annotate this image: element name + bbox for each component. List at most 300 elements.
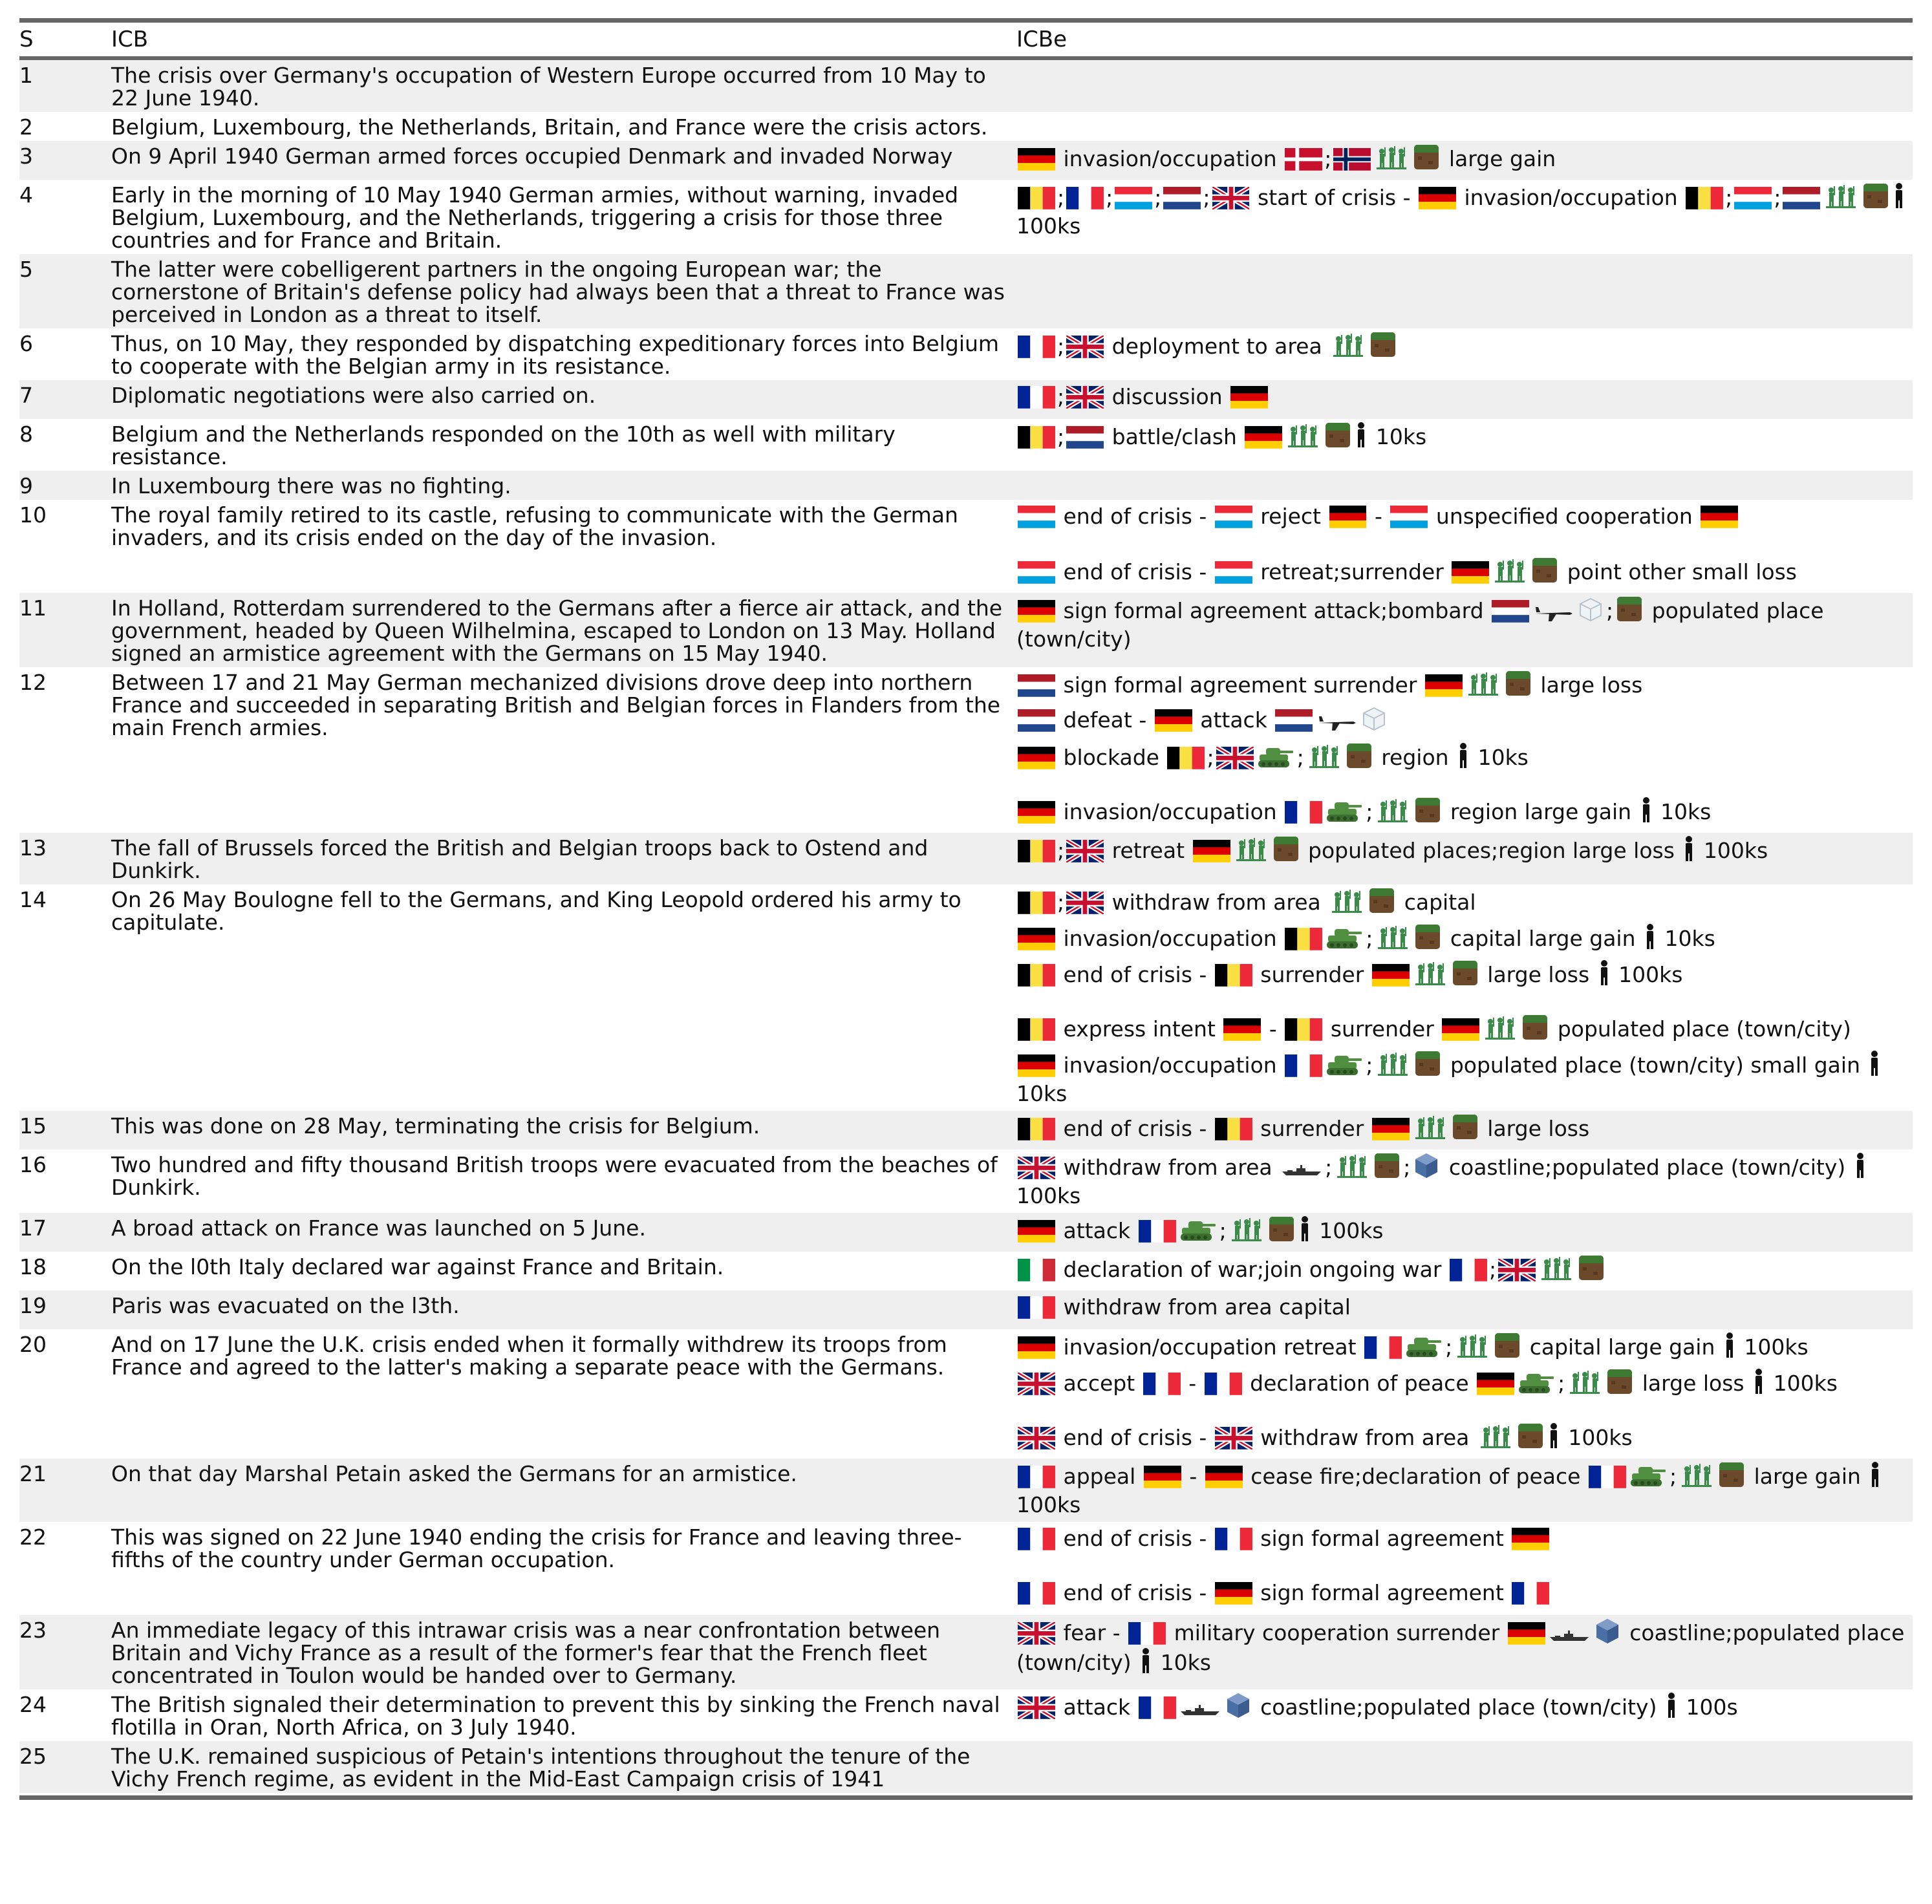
person-icon [1854,1152,1866,1179]
flag-france-icon [1139,1696,1176,1720]
event-text: 100ks [1016,1183,1081,1208]
event-text: 10ks [1016,1081,1068,1106]
flag-belgium-icon [1285,1018,1322,1042]
flag-germany-icon [1193,840,1230,863]
table-row [19,833,1913,884]
flag-belgium-icon [1018,187,1055,210]
event-text: populated place (town/city) small gain [1450,1053,1860,1078]
event-line [1016,1292,1913,1328]
event-text: 100ks [1773,1371,1838,1396]
land-icon [1531,557,1558,584]
event-text: invasion/occupation retreat [1063,1334,1357,1360]
icbe-events [1016,593,1913,656]
event-line [1016,1112,1913,1148]
soldiers-icon [1478,1422,1513,1449]
row-number: 6 [19,331,33,356]
icbe-events [1016,1213,1913,1252]
event-text: end of crisis - [1063,1116,1207,1141]
row-number: 13 [19,835,47,861]
event-text: 100ks [1016,1492,1081,1517]
land-icon [1268,1215,1295,1243]
separator: ; [1324,146,1332,171]
icb-text: The royal family retired to its castle, refusing to communicate with the German invaders, and its crisis ended on the day of the invasion. [111,502,958,550]
flag-france-icon [1215,1528,1252,1551]
separator: ; [1057,838,1065,863]
row-number: 24 [19,1692,47,1717]
event-text: surrender [1330,1016,1434,1042]
land-icon [1413,144,1440,171]
person-icon [1869,1050,1880,1077]
event-text: discussion [1111,384,1223,409]
flag-belgium-icon [1215,964,1252,987]
land-icon [1606,1368,1633,1395]
flag-france-icon [1066,187,1104,210]
flag-norway-icon [1333,148,1371,171]
flag-germany-icon [1701,506,1738,529]
soldiers-icon [1492,557,1527,584]
flag-germany-icon [1508,1622,1545,1645]
event-text: retreat [1111,838,1185,863]
row-number: 1 [19,63,33,88]
event-text: - [1375,504,1382,529]
icbe-events [1016,180,1913,243]
land-icon [1616,595,1643,623]
tank-icon [1518,1371,1555,1395]
flag-belgium-icon [1018,840,1055,863]
event-text: sign formal agreement attack;bombard [1063,598,1484,623]
event-line [1016,1523,1913,1559]
event-text: 10ks [1664,926,1715,951]
air-icon [1361,706,1387,732]
flag-germany-icon [1018,747,1055,770]
separator: ; [1366,926,1373,951]
event-line [1016,1421,1913,1457]
flag-belgium-icon [1167,747,1205,770]
row-number: 2 [19,114,33,140]
event-line [1016,1331,1913,1367]
event-text: 100ks [1744,1334,1809,1360]
flag-germany-icon [1419,187,1456,210]
event-text: declaration of peace [1250,1371,1469,1396]
icbe-events [1016,1252,1913,1290]
event-text: large loss [1487,1116,1590,1141]
event-text: defeat - [1063,707,1147,733]
event-text: large loss [1642,1371,1744,1396]
event-text: 100ks [1016,213,1081,239]
icbe-events [1016,1522,1913,1615]
header-icb: ICB [111,26,149,52]
event-line [1016,958,1913,994]
soldiers-icon [1374,144,1409,171]
event-text: large gain [1754,1464,1861,1489]
land-icon [1346,742,1373,769]
soldiers-icon [1413,1113,1448,1140]
event-line [1016,1151,1913,1212]
separator: ; [1057,334,1065,359]
sea-icon [1413,1152,1440,1179]
land-icon [1494,1332,1521,1359]
flag-france-icon [1589,1466,1626,1489]
land-icon [1414,797,1441,824]
event-text: 100ks [1703,838,1768,863]
soldiers-icon [1567,1368,1602,1395]
soldiers-icon [1234,835,1269,862]
flag-germany-icon [1155,709,1192,733]
soldiers-icon [1823,182,1858,209]
land-icon [1452,1113,1479,1140]
bottom-rule [19,1795,1913,1800]
soldiers-icon [1455,1332,1490,1359]
person-icon [1683,835,1695,862]
icb-text: The U.K. remained suspicious of Petain's intentions throughout the tenure of the Vichy French regime, as evident in the Mid-East Campaign crisis of 1941 [111,1744,971,1792]
flag-luxembourg-icon [1115,187,1152,210]
soldiers-icon [1329,887,1364,914]
event-line [1016,1616,1913,1678]
person-icon [1753,1368,1765,1395]
table-row [19,500,1913,593]
event-text: appeal [1063,1464,1136,1489]
row-number: 17 [19,1215,47,1241]
separator: ; [1057,890,1065,915]
flag-united-kingdom-icon [1066,892,1104,915]
event-text: attack [1200,707,1267,733]
top-rule [19,18,1913,23]
event-line [1016,1460,1913,1521]
event-text: populated place (town/city) [1016,598,1824,652]
flag-netherlands-icon [1783,187,1820,210]
person-icon [1598,959,1610,987]
table-row [19,1615,1913,1689]
event-text: end of crisis - [1063,1580,1207,1605]
event-line [1016,181,1913,242]
icb-text: On that day Marshal Petain asked the Germans for an armistice. [111,1461,797,1486]
flag-france-icon [1143,1373,1181,1396]
soldiers-icon [1375,1050,1410,1077]
flag-germany-icon [1223,1018,1261,1042]
flag-luxembourg-icon [1018,506,1055,529]
row-number: 7 [19,383,33,408]
ship-icon [1179,1698,1221,1715]
separator: ; [1558,1371,1565,1396]
separator: ; [1445,1334,1453,1360]
table-row [19,1213,1913,1252]
flag-france-icon [1018,1466,1055,1489]
row-number: 5 [19,257,33,282]
flag-germany-icon [1018,148,1055,171]
soldiers-icon [1466,670,1501,697]
flag-belgium-icon [1018,426,1055,449]
soldiers-icon [1375,923,1410,950]
event-line [1016,501,1913,537]
plane-icon [1532,601,1574,621]
icbe-events [1016,328,1913,367]
event-text: end of crisis - [1063,504,1207,529]
flag-belgium-icon [1018,1018,1055,1042]
row-number: 23 [19,1618,47,1643]
person-icon [1869,1461,1881,1488]
soldiers-icon [1483,1014,1518,1041]
event-text: 10ks [1375,424,1427,449]
event-text: - [1189,1464,1197,1489]
event-text: end of crisis - [1063,559,1207,584]
icb-text: This was signed on 22 June 1940 ending the crisis for France and leaving three-fifths of the country under German occupation. [111,1524,962,1572]
land-icon [1414,1050,1441,1077]
flag-france-icon [1285,1054,1322,1078]
event-text: 10ks [1660,799,1712,824]
flag-netherlands-icon [1275,709,1313,733]
separator: ; [1774,185,1781,210]
soldiers-icon [1335,1152,1369,1179]
event-text: surrender [1260,1116,1364,1141]
flag-germany-icon [1018,801,1055,824]
event-text: - [1269,1016,1277,1042]
sea-icon [1594,1618,1621,1645]
header-icbe: ICBe [1016,27,1068,52]
event-text: battle/clash [1111,424,1237,449]
icbe-events [1016,1689,1913,1728]
person-icon [1724,1332,1735,1359]
event-text: 100ks [1618,962,1683,987]
icb-text: On 26 May Boulogne fell to the Germans, and King Leopold ordered his army to capitulate. [111,887,961,935]
flag-netherlands-icon [1492,600,1529,623]
icb-text: In Luxembourg there was no fighting. [111,473,511,498]
table-row [19,1150,1913,1213]
land-icon [1517,1422,1544,1449]
land-icon [1324,422,1351,449]
event-text: invasion/occupation [1063,926,1277,951]
event-text: 100ks [1319,1218,1384,1243]
event-text: point other small loss [1567,559,1797,584]
flag-united-kingdom-icon [1066,840,1104,863]
air-icon [1578,597,1604,623]
person-icon [1457,742,1469,769]
table-row [19,60,1913,112]
flag-netherlands-icon [1018,709,1055,733]
flag-germany-icon [1245,426,1282,449]
header-s: S [19,27,34,52]
row-number: 9 [19,473,33,498]
table-row [19,1459,1913,1522]
event-text: end of crisis - [1063,1526,1207,1551]
event-line [1016,330,1913,366]
flag-germany-icon [1425,674,1463,698]
flag-luxembourg-icon [1734,187,1772,210]
event-line [1016,594,1913,655]
separator: ; [1207,745,1214,770]
land-icon [1373,1152,1401,1179]
person-icon [1548,1422,1560,1449]
flag-belgium-icon [1018,892,1055,915]
icb-text: Belgium, Luxembourg, the Netherlands, Britain, and France were the crisis actors. [111,114,988,140]
flag-france-icon [1139,1220,1176,1243]
tank-icon [1326,926,1363,950]
flag-united-kingdom-icon [1066,386,1104,409]
event-text: reject [1260,504,1321,529]
flag-united-kingdom-icon [1018,1696,1055,1720]
flag-france-icon [1018,1582,1055,1605]
icb-text: Thus, on 10 May, they responded by dispatching expeditionary forces into Belgium to cooperate with the Belgian army in its resistance. [111,331,1000,379]
tank-icon [1179,1218,1217,1243]
soldiers-icon [1331,331,1366,358]
event-line [1016,1691,1913,1727]
land-icon [1521,1014,1549,1041]
flag-netherlands-icon [1163,187,1201,210]
event-text: deployment to area [1111,334,1322,359]
flag-united-kingdom-icon [1216,747,1254,770]
icb-text: Between 17 and 21 May German mechanized divisions drove deep into northern France and succeeded in separating British and Belgian forces in Flanders from the main French armies. [111,670,1001,740]
event-text: invasion/occupation [1063,799,1277,824]
flag-france-icon [1018,336,1055,359]
icbe-events [1016,1459,1913,1522]
separator: ; [1669,1464,1677,1489]
icb-text: And on 17 June the U.K. crisis ended when it formally withdrew its troops from France and agreed to the latter's making a separate peace with the Germans. [111,1332,947,1380]
event-text: declaration of war;join ongoing war [1063,1257,1442,1282]
flag-germany-icon [1477,1373,1514,1396]
event-text: large loss [1540,672,1643,698]
flag-netherlands-icon [1066,426,1104,449]
land-icon [1369,331,1397,358]
table-row [19,884,1913,1111]
event-text: capital large gain [1529,1334,1715,1360]
event-text: withdraw from area [1111,890,1321,915]
event-text: - [1188,1371,1197,1396]
flag-france-icon [1018,1296,1055,1320]
icbe-events [1016,1615,1913,1680]
separator: ; [1057,384,1065,409]
soldiers-icon [1307,742,1342,769]
icbe-events [1016,500,1913,593]
icbe-events [1016,1290,1913,1329]
flag-germany-icon [1230,386,1268,409]
event-text: end of crisis - [1063,962,1207,987]
land-icon [1452,959,1479,987]
event-text: region [1381,745,1449,770]
event-text: sign formal agreement surrender [1063,672,1417,698]
table-row [19,1522,1913,1615]
icb-text: Diplomatic negotiations were also carried on. [111,383,596,408]
flag-luxembourg-icon [1215,506,1252,529]
flag-germany-icon [1018,1220,1055,1243]
separator: ; [1154,185,1162,210]
icbe-events [1016,141,1913,180]
table-body [19,60,1913,1793]
tank-icon [1326,799,1363,824]
flag-united-kingdom-icon [1498,1259,1536,1282]
table-row [19,419,1913,471]
row-number: 14 [19,887,47,912]
event-line [1016,834,1913,870]
event-text: 10ks [1477,745,1529,770]
table-row [19,380,1913,419]
table-row [19,1329,1913,1459]
row-number: 8 [19,422,33,447]
ship-icon [1549,1623,1590,1640]
flag-france-icon [1018,386,1055,409]
table-row [19,1741,1913,1793]
table-row [19,112,1913,141]
icb-text: Belgium and the Netherlands responded on the 10th as well with military resistance. [111,422,896,469]
separator: ; [1366,799,1373,824]
person-icon [1644,923,1656,950]
soldiers-icon [1679,1461,1714,1488]
table-row [19,328,1913,380]
row-number: 11 [19,595,47,621]
icb-text: Two hundred and fifty thousand British troops were evacuated from the beaches of Dunkirk. [111,1152,998,1200]
icb-text: The fall of Brussels forced the British and Belgian troops back to Ostend and Dunkirk. [111,835,928,883]
event-line [1016,1578,1913,1614]
icbe-events [1016,1150,1913,1213]
event-text: invasion/occupation [1063,1053,1277,1078]
event-text: withdraw from area capital [1063,1294,1351,1320]
flag-italy-icon [1018,1259,1055,1282]
event-line [1016,420,1913,456]
event-text: surrender [1260,962,1364,987]
person-icon [1666,1692,1677,1719]
flag-germany-icon [1018,1336,1055,1360]
event-text: express intent [1063,1016,1216,1042]
icbe-events [1016,884,1913,1111]
event-text: withdraw from area [1063,1155,1272,1180]
event-line [1016,555,1913,592]
flag-france-icon [1285,801,1322,824]
separator: ; [1325,1155,1333,1180]
separator: ; [1057,185,1065,210]
flag-united-kingdom-icon [1018,1157,1055,1180]
plane-icon [1316,711,1357,730]
flag-germany-icon [1372,964,1410,987]
event-line [1016,1012,1913,1049]
table-row [19,1290,1913,1329]
icbe-events [1016,60,1913,63]
flag-germany-icon [1452,561,1489,584]
soldiers-icon [1375,797,1410,824]
event-line [1016,142,1913,178]
flag-united-kingdom-icon [1018,1373,1055,1396]
flag-france-icon [1018,1528,1055,1551]
flag-germany-icon [1205,1466,1243,1489]
table-row [19,180,1913,254]
row-number: 15 [19,1113,47,1139]
icb-text: Early in the morning of 10 May 1940 German armies, without warning, invaded Belgium, Luxembourg, and the Netherlands, triggering a crisis for those three countries and for France and Britain. [111,182,959,253]
event-text: accept [1063,1371,1135,1396]
row-number: 19 [19,1293,47,1318]
icbe-events [1016,667,1913,833]
icb-text: The British signaled their determination to prevent this by sinking the French naval flotilla in Oran, North Africa, on 3 July 1940. [111,1692,1000,1740]
icbe-events [1016,419,1913,458]
event-text: populated place (town/city) [1557,1016,1851,1042]
soldiers-icon [1413,959,1448,987]
person-icon [1355,422,1367,449]
table-header [19,23,1913,56]
soldiers-icon [1285,422,1320,449]
event-text: coastline;populated place (town/city) [1448,1155,1846,1180]
flag-united-kingdom-icon [1212,187,1250,210]
icbe-events [1016,1741,1913,1744]
sea-icon [1225,1692,1252,1719]
event-text: 100s [1686,1695,1738,1720]
table-row [19,471,1913,500]
soldiers-icon [1229,1215,1264,1243]
event-text: sign formal agreement [1260,1526,1504,1551]
event-line [1016,1367,1913,1403]
separator: ; [1725,185,1733,210]
row-number: 22 [19,1524,47,1550]
icb-text: The crisis over Germany's occupation of Western Europe occurred from 10 May to 22 June 1940. [111,63,986,111]
event-text: start of crisis - [1258,185,1411,210]
row-number: 16 [19,1152,47,1177]
event-text: fear - [1063,1620,1121,1645]
event-text: military cooperation surrender [1174,1620,1500,1645]
